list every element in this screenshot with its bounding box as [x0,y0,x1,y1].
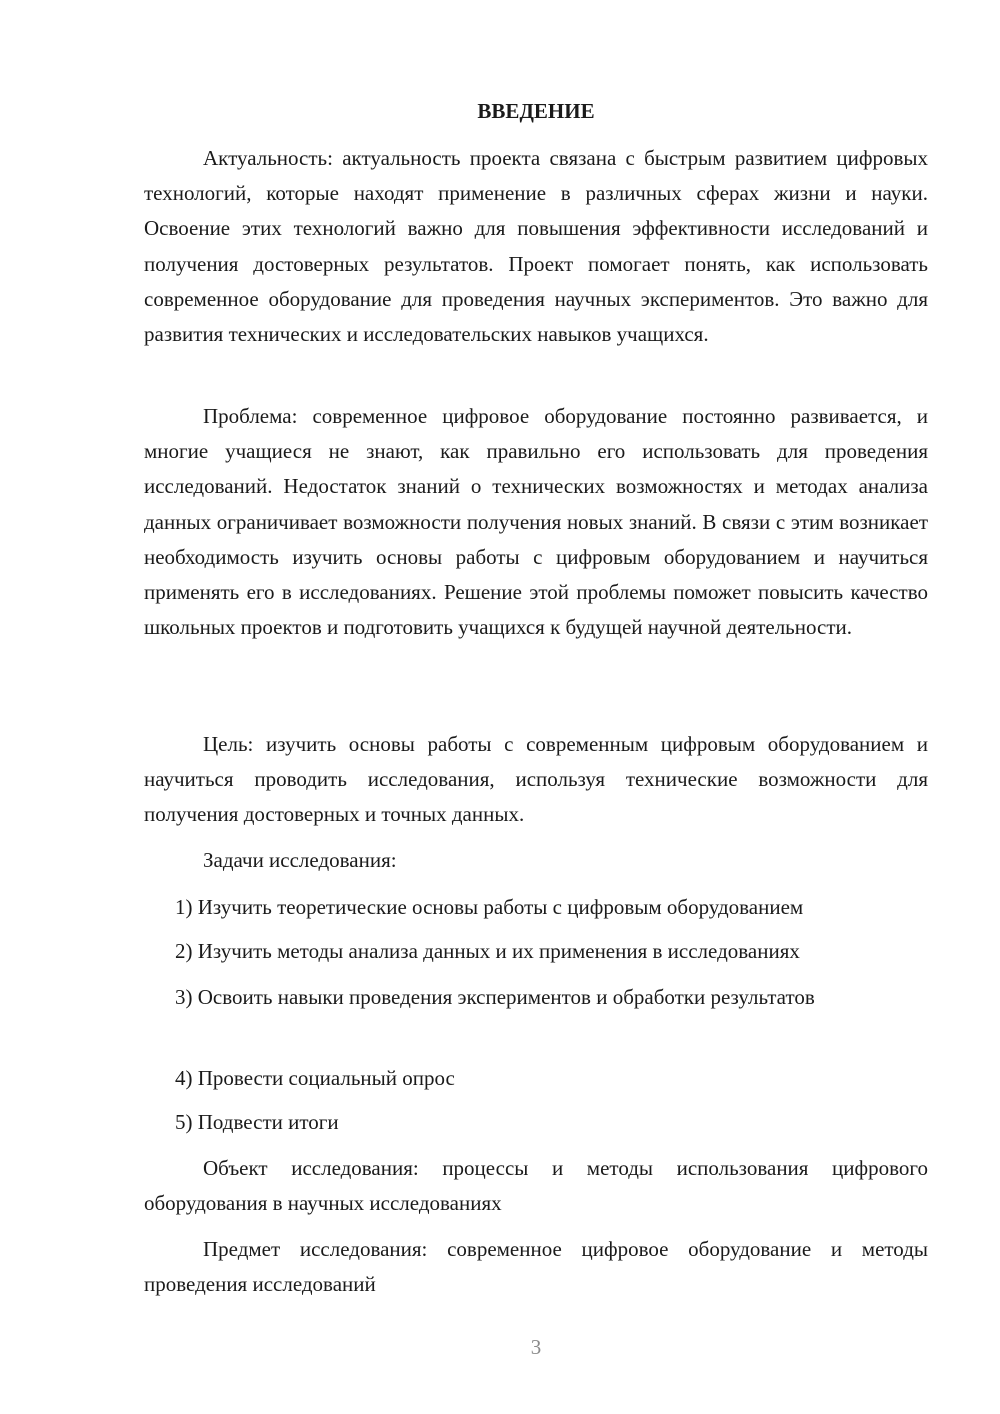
task-item-5: 5) Подвести итоги [175,1110,339,1134]
task-item-3: 3) Освоить навыки проведения экспериментов и обработки результатов [175,985,815,1009]
object-paragraph: Объект исследования: процессы и методы использования цифрового оборудования в научных исследованиях [144,1156,928,1216]
page-number: 3 [530,1335,542,1359]
tasks-heading: Задачи исследования: [203,848,397,872]
task-item-2: 2) Изучить методы анализа данных и их применения в исследованиях [175,939,800,963]
task-item-4: 4) Провести социальный опрос [175,1066,455,1090]
task-item-1: 1) Изучить теоретические основы работы с цифровым оборудованием [175,895,804,919]
goal-paragraph: Цель: изучить основы работы с современным цифровым оборудованием и научиться проводить исследования, используя технические возможности для получения достоверных и точных данных. [144,732,928,827]
relevance-paragraph: Актуальность: актуальность проекта связана с быстрым развитием цифровых технологий, которые находят применение в различных сферах жизни и науки. Освоение этих технологий важно для повышения эффективности исследований и получения достоверных результатов. Проект помогает понять, как использовать современное оборудование для проведения научных экспериментов. Это важно для развития технических и исследовательских навыков учащихся. [144,146,928,347]
section-title: ВВЕДЕНИЕ [477,99,595,123]
problem-paragraph: Проблема: современное цифровое оборудование постоянно развивается, и многие учащиеся не знают, как правильно его использовать для проведения исследований. Недостаток знаний о технических возможностях и методах анализа данных ограничивает возможности получения новых знаний. В связи с этим возникает необходимость изучить основы работы с цифровым оборудованием и научиться применять его в исследованиях. Решение этой проблемы поможет повысить качество школьных проектов и подготовить учащихся к будущей научной деятельности. [144,404,928,640]
subject-paragraph: Предмет исследования: современное цифровое оборудование и методы проведения исследований [144,1237,928,1297]
